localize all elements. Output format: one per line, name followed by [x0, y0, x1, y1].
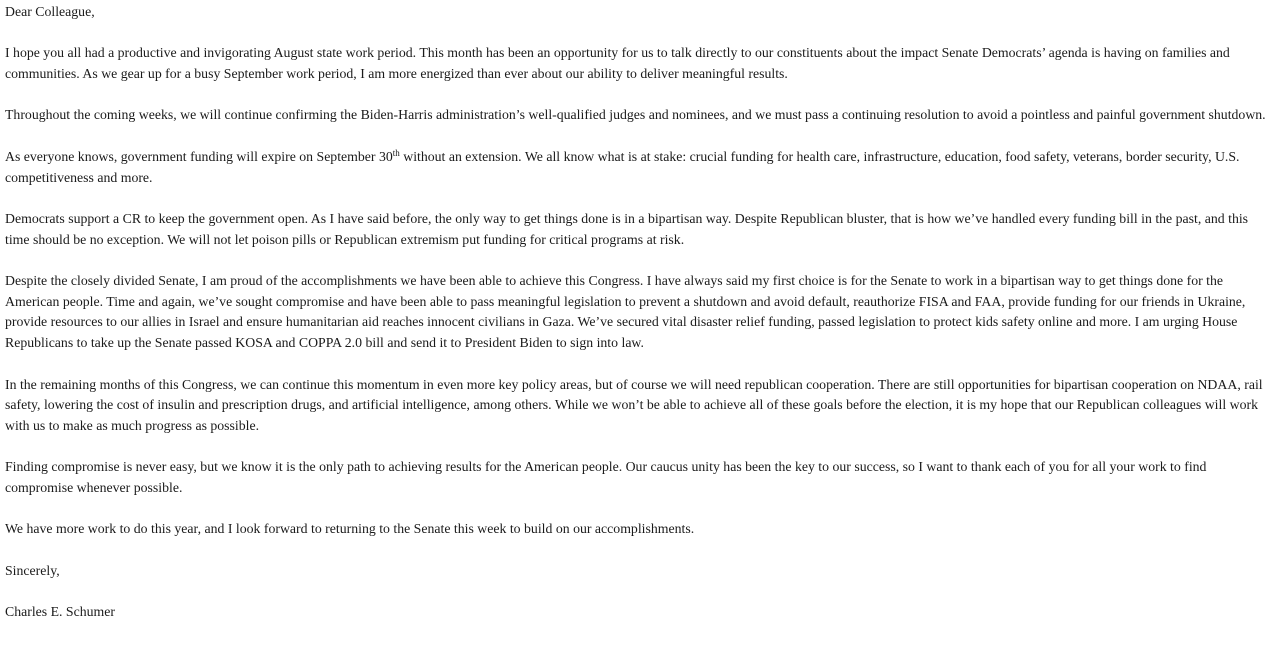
paragraph-compromise: Finding compromise is never easy, but we know it is the only path to achieving results for the American people. Our caucus unity has been the key to our success, so I want to thank each of you for all your work to find compromise whenever possible.	[5, 459, 1207, 496]
paragraph-continuing-resolution: Democrats support a CR to keep the government open. As I have said before, the only way to get things done is in a bipartisan way. Despite Republican bluster, that is how we’ve handled every funding bill in the past, and this time should be no exception. We will not let poison pills or Republican extremism put funding for critical programs at risk.	[5, 210, 1249, 247]
funding-text-end: without an extension. We all know what is at stake: crucial funding for health care, infrastructure, education, food safety, veterans, border security, U.S. competitiveness and more.	[5, 148, 1240, 185]
signature: Charles E. Schumer	[5, 604, 115, 620]
paragraph-accomplishments: Despite the closely divided Senate, I am proud of the accomplishments we have been able to achieve this Congress. I have always said my first choice is for the Senate to work in a bipartisan way to get things done for the American people. Time and again, we’ve sought compromise and have been able to pass meaningful legislation to prevent a shutdown and avoid default, reauthorize FISA and FAA, provide funding for our friends in Ukraine, provide resources to our allies in Israel and ensure humanitarian aid reaches innocent civilians in Gaza. We’ve secured vital disaster relief funding, passed legislation to protect kids safety online and more. I am urging House Republicans to take up the Senate passed KOSA and COPPA 2.0 bill and send it to President Biden to sign into law.	[5, 273, 1246, 351]
paragraph-government-funding	[5, 147, 1273, 188]
paragraph-coming-weeks: Throughout the coming weeks, we will continue confirming the Biden-Harris administration’s well-qualified judges and nominees, and we must pass a continuing resolution to avoid a pointless and painful government shutdown.	[5, 107, 1266, 123]
salutation: Dear Colleague,	[5, 4, 95, 19]
closing: Sincerely,	[5, 562, 60, 578]
paragraph-remaining-months: In the remaining months of this Congress, we can continue this momentum in even more key policy areas, but of course we will need republican cooperation. There are still opportunities for bipartisan cooperation on NDAA, rail safety, lowering the cost of insulin and prescription drugs, and artificial intelligence, among others. While we won’t be able to achieve all of these goals before the election, it is my hope that our Republican colleagues will work with us to make as much progress as possible.	[5, 376, 1263, 433]
paragraph-august-work-period: I hope you all had a productive and invigorating August state work period. This month has been an opportunity for us to talk directly to our constituents about the impact Senate Democrats’ agenda is having on families and communities. As we gear up for a busy September work period, I am more energized than ever about our ability to deliver meaningful results.	[5, 45, 1230, 82]
letter-body	[5, 2, 1273, 623]
ordinal-suffix: th	[392, 147, 400, 158]
paragraph-more-work: We have more work to do this year, and I look forward to returning to the Senate this week to build on our accomplishments.	[5, 521, 695, 537]
funding-text-start: As everyone knows, government funding will expire on September 30	[5, 148, 393, 164]
